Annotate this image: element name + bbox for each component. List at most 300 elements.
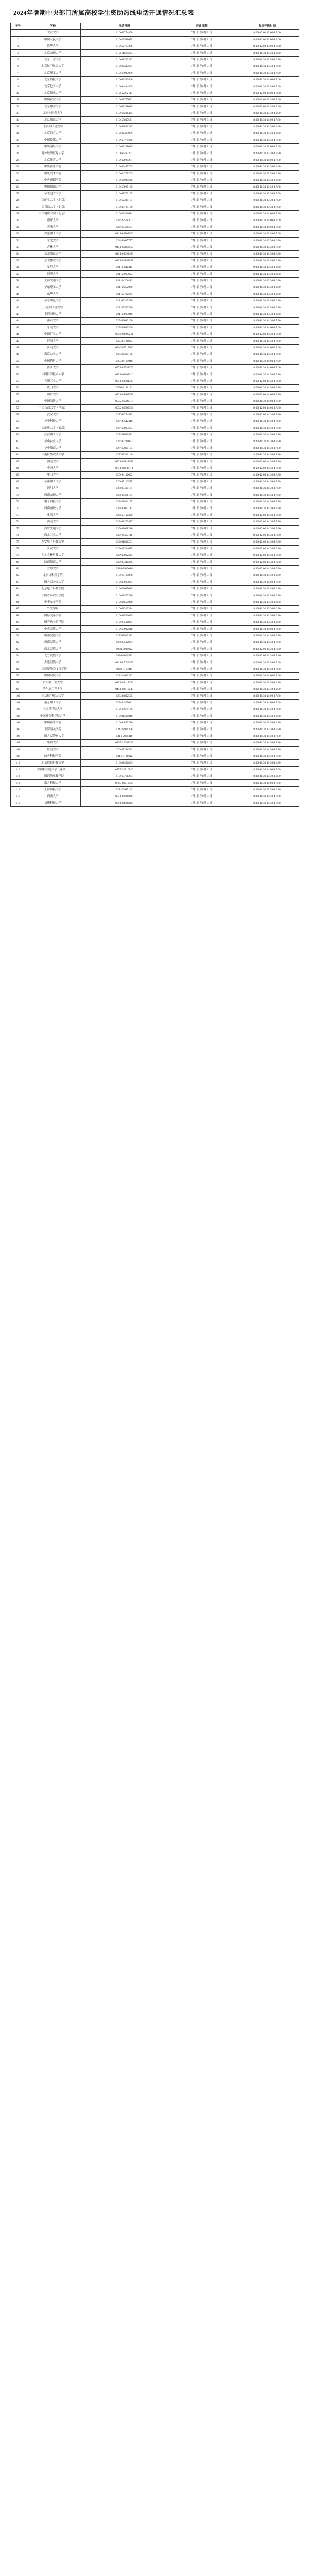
cell-school: 中央戏剧学院 bbox=[25, 177, 81, 184]
cell-date: 7月1日至8月31日 bbox=[168, 599, 235, 606]
cell-date: 7月1日至8月31日 bbox=[168, 780, 235, 787]
cell-no: 81 bbox=[11, 566, 25, 572]
table-body bbox=[11, 30, 299, 807]
cell-phone: 020-85220211 bbox=[81, 747, 168, 753]
cell-time: 8:30-11:30 14:30-17:30 bbox=[235, 418, 299, 425]
table-row bbox=[11, 659, 299, 666]
table-row bbox=[11, 124, 299, 130]
cell-date: 7月1日至8月31日 bbox=[168, 526, 235, 532]
cell-school: 中国地质大学（北京） bbox=[25, 211, 81, 217]
cell-school: 北京语言大学 bbox=[25, 130, 81, 137]
table-row bbox=[11, 371, 299, 378]
table-row bbox=[11, 83, 299, 90]
cell-no: 39 bbox=[11, 284, 25, 291]
cell-date: 7月1日至8月31日 bbox=[168, 465, 235, 472]
cell-school: 中国政法大学 bbox=[25, 184, 81, 191]
cell-phone: 0731-88822365 bbox=[81, 459, 168, 465]
cell-date: 7月1日至8月31日 bbox=[168, 787, 235, 793]
cell-phone: 010-68932618 bbox=[81, 626, 168, 633]
table-row bbox=[11, 150, 299, 157]
cell-school: 长安大学 bbox=[25, 546, 81, 552]
cell-phone: 0316-2068310 bbox=[81, 733, 168, 740]
cell-time: 8:30-11:30 13:30-16:30 bbox=[235, 686, 299, 693]
cell-no: 100 bbox=[11, 693, 25, 700]
cell-date: 7月1日至8月31日 bbox=[168, 700, 235, 706]
cell-date: 7月1日至8月31日 bbox=[168, 666, 235, 673]
cell-date: 7月1日至8月31日 bbox=[168, 459, 235, 465]
cell-time: 8:30-11:30 13:30-16:30 bbox=[235, 592, 299, 599]
cell-phone: 0951-2066512 bbox=[81, 653, 168, 659]
cell-time: 8:30-11:30 14:30-17:30 bbox=[235, 733, 299, 740]
cell-phone: 025-84395106 bbox=[81, 351, 168, 358]
cell-phone: 010-62511075 bbox=[81, 37, 168, 43]
cell-time: 8:30-11:30 13:30-16:30 bbox=[235, 680, 299, 686]
cell-phone: 010-83903064 bbox=[81, 579, 168, 586]
cell-date: 7月1日至8月31日 bbox=[168, 284, 235, 291]
cell-school: 北京体育大学 bbox=[25, 157, 81, 164]
cell-school: 中国药科大学 bbox=[25, 358, 81, 365]
cell-no: 73 bbox=[11, 512, 25, 519]
cell-no: 20 bbox=[11, 157, 25, 164]
cell-time: 8:30-11:30 14:30-17:30 bbox=[235, 747, 299, 753]
cell-school: 浙江大学 bbox=[25, 365, 81, 371]
cell-school: 中国劳动关系学院 bbox=[25, 619, 81, 626]
cell-time: 8:30-11:30 14:00-17:00 bbox=[235, 325, 299, 331]
cell-no: 97 bbox=[11, 673, 25, 680]
cell-school: 北京林业大学 bbox=[25, 104, 81, 110]
cell-phone: 010-89733160 bbox=[81, 204, 168, 211]
cell-no: 102 bbox=[11, 706, 25, 713]
cell-no: 91 bbox=[11, 633, 25, 639]
cell-no: 34 bbox=[11, 251, 25, 258]
cell-school: 东北师范大学 bbox=[25, 251, 81, 258]
cell-phone: 010-64771209 bbox=[81, 171, 168, 177]
table-row bbox=[11, 104, 299, 110]
cell-time: 8:30-11:30 13:30-16:30 bbox=[235, 291, 299, 298]
cell-no: 98 bbox=[11, 680, 25, 686]
cell-phone: 028-85522075 bbox=[81, 639, 168, 646]
cell-school: 中国人民大学 bbox=[25, 37, 81, 43]
cell-school: 东南大学 bbox=[25, 325, 81, 331]
table-row bbox=[11, 626, 299, 633]
cell-phone: 027-87651882 bbox=[81, 432, 168, 438]
cell-date: 7月1日至8月31日 bbox=[168, 251, 235, 258]
cell-school: 西北农林科技大学 bbox=[25, 552, 81, 559]
table-row bbox=[11, 706, 299, 713]
table-row bbox=[11, 559, 299, 566]
cell-no: 75 bbox=[11, 526, 25, 532]
cell-time: 8:30-11:30 14:00-17:00 bbox=[235, 77, 299, 83]
cell-no: 80 bbox=[11, 559, 25, 566]
cell-time: 9:00-11:30 13:30-16:30 bbox=[235, 264, 299, 271]
cell-date: 7月1日至8月31日 bbox=[168, 97, 235, 104]
cell-time: 8:00-12:00 14:00-17:00 bbox=[235, 90, 299, 97]
cell-time: 8:30-11:30 14:00-17:00 bbox=[235, 780, 299, 787]
cell-phone: 0931-8912016 bbox=[81, 566, 168, 572]
cell-date: 7月1日至8月31日 bbox=[168, 291, 235, 298]
cell-no: 4 bbox=[11, 50, 25, 57]
cell-date: 7月1日至8月31日 bbox=[168, 43, 235, 50]
cell-no: 111 bbox=[11, 767, 25, 773]
cell-time: 8:00-11:30 14:00-17:00 bbox=[235, 157, 299, 164]
cell-no: 103 bbox=[11, 713, 25, 720]
cell-date: 7月1日至8月31日 bbox=[168, 130, 235, 137]
cell-date: 7月1日至8月31日 bbox=[168, 311, 235, 318]
cell-time: 8:30-11:30 13:30-16:30 bbox=[235, 298, 299, 304]
cell-date: 7月1日至8月31日 bbox=[168, 171, 235, 177]
cell-time: 8:30-11:30 13:30-16:30 bbox=[235, 599, 299, 606]
cell-school: 上海外国语大学 bbox=[25, 304, 81, 311]
cell-school: 南京大学 bbox=[25, 318, 81, 325]
cell-time: 8:30-11:30 14:30-17:30 bbox=[235, 639, 299, 646]
table-row bbox=[11, 733, 299, 740]
header-time: 每天开通时间 bbox=[235, 23, 299, 30]
cell-school: 中央民族大学 bbox=[25, 626, 81, 633]
cell-time: 8:30-11:30 13:30-16:30 bbox=[235, 572, 299, 579]
cell-date: 7月1日至8月31日 bbox=[168, 331, 235, 338]
table-row bbox=[11, 378, 299, 385]
table-row bbox=[11, 532, 299, 539]
table-row bbox=[11, 298, 299, 304]
table-row bbox=[11, 304, 299, 311]
cell-date: 7月1日至8月31日 bbox=[168, 438, 235, 445]
cell-school: 北京化工大学 bbox=[25, 83, 81, 90]
cell-date: 7月1日至8月31日 bbox=[168, 358, 235, 365]
cell-phone: 0532-86983366 bbox=[81, 405, 168, 412]
cell-school: 北方民族大学 bbox=[25, 653, 81, 659]
cell-no: 41 bbox=[11, 298, 25, 304]
cell-school: 西安电子科技大学 bbox=[25, 539, 81, 546]
cell-school: 中国科学技术大学 bbox=[25, 371, 81, 378]
cell-phone: 010-62754400 bbox=[81, 30, 168, 37]
cell-school: 西南民族大学 bbox=[25, 639, 81, 646]
cell-date: 7月1日至8月31日 bbox=[168, 512, 235, 519]
cell-no: 87 bbox=[11, 606, 25, 613]
cell-school: 湖南大学 bbox=[25, 459, 81, 465]
cell-school: 大连民族大学 bbox=[25, 659, 81, 666]
cell-time: 8:30-12:00 13:30-17:00 bbox=[235, 97, 299, 104]
cell-date: 7月1日至8月31日 bbox=[168, 492, 235, 499]
cell-no: 116 bbox=[11, 800, 25, 807]
cell-time: 8:00-12:00 14:30-17:30 bbox=[235, 552, 299, 559]
cell-phone: 022-23508302 bbox=[81, 217, 168, 224]
cell-phone: 022-24092222 bbox=[81, 673, 168, 680]
table-row bbox=[11, 592, 299, 599]
cell-date: 7月1日至8月31日 bbox=[168, 633, 235, 639]
table-row bbox=[11, 365, 299, 371]
cell-time: 8:00-12:00 14:00-17:30 bbox=[235, 405, 299, 412]
cell-time: 8:30-11:30 13:30-16:30 bbox=[235, 619, 299, 626]
cell-phone: 0411-87656155 bbox=[81, 659, 168, 666]
cell-phone: 029-88493116 bbox=[81, 532, 168, 539]
cell-phone: 0592-2186171 bbox=[81, 385, 168, 392]
cell-phone: 028-61831187 bbox=[81, 499, 168, 505]
table-row bbox=[11, 492, 299, 499]
cell-time: 8:30-12:00 14:30-17:30 bbox=[235, 566, 299, 572]
cell-no: 22 bbox=[11, 171, 25, 177]
cell-date: 7月1日至8月31日 bbox=[168, 150, 235, 157]
cell-date: 7月1日至8月31日 bbox=[168, 392, 235, 398]
cell-phone: 0451-82519147 bbox=[81, 686, 168, 693]
cell-no: 115 bbox=[11, 793, 25, 800]
cell-school: 中南财经政法大学 bbox=[25, 452, 81, 459]
cell-time: 8:30-11:30 14:30-17:30 bbox=[235, 432, 299, 438]
table-row bbox=[11, 392, 299, 398]
cell-time: 8:00-11:30 13:30-17:00 bbox=[235, 197, 299, 204]
cell-time: 8:30-11:30 14:00-17:00 bbox=[235, 358, 299, 365]
cell-no: 63 bbox=[11, 445, 25, 452]
table-row bbox=[11, 780, 299, 787]
cell-no: 51 bbox=[11, 365, 25, 371]
table-row bbox=[11, 37, 299, 43]
cell-no: 38 bbox=[11, 278, 25, 284]
cell-date: 7月1日至8月31日 bbox=[168, 753, 235, 760]
cell-date: 7月1日至8月31日 bbox=[168, 579, 235, 586]
cell-school: 中国传媒大学 bbox=[25, 137, 81, 144]
cell-phone: 010-62288039 bbox=[81, 144, 168, 150]
cell-time: 8:30-11:30 14:30-17:00 bbox=[235, 338, 299, 345]
cell-no: 89 bbox=[11, 619, 25, 626]
cell-phone: 023-65102320 bbox=[81, 512, 168, 519]
cell-phone: 010-82317621 bbox=[81, 63, 168, 70]
cell-date: 7月1日至8月31日 bbox=[168, 418, 235, 425]
cell-school: 上海财经大学 bbox=[25, 311, 81, 318]
table-row bbox=[11, 418, 299, 425]
cell-time: 8:30-11:30 13:30-16:30 bbox=[235, 50, 299, 57]
cell-school: 华中农业大学 bbox=[25, 438, 81, 445]
cell-no: 18 bbox=[11, 144, 25, 150]
table-row bbox=[11, 693, 299, 700]
table-row bbox=[11, 432, 299, 438]
cell-phone: 020-84112662 bbox=[81, 472, 168, 479]
cell-time: 8:30-11:30 13:30-17:00 bbox=[235, 63, 299, 70]
cell-no: 110 bbox=[11, 760, 25, 767]
cell-date: 7月1日至8月31日 bbox=[168, 639, 235, 646]
cell-phone: 025-83786023 bbox=[81, 338, 168, 345]
cell-school: 中国海洋大学 bbox=[25, 398, 81, 405]
cell-date: 7月1日至8月31日 bbox=[168, 485, 235, 492]
cell-date: 7月1日至8月31日 bbox=[168, 217, 235, 224]
cell-time: 8:30-12:00 14:30-17:30 bbox=[235, 472, 299, 479]
cell-date: 7月1日至8月31日 bbox=[168, 378, 235, 385]
cell-school: 西北工业大学 bbox=[25, 532, 81, 539]
cell-school: 南方科技大学 bbox=[25, 780, 81, 787]
table-row bbox=[11, 157, 299, 164]
table-row bbox=[11, 425, 299, 432]
cell-time: 8:00-11:30 13:30-17:00 bbox=[235, 231, 299, 238]
cell-phone: 029-81891201 bbox=[81, 539, 168, 546]
cell-time: 8:30-11:30 14:30-17:30 bbox=[235, 485, 299, 492]
cell-time: 8:30-11:30 14:00-17:00 bbox=[235, 117, 299, 124]
table-row bbox=[11, 50, 299, 57]
cell-date: 7月1日至8月31日 bbox=[168, 224, 235, 231]
cell-phone: 029-85310226 bbox=[81, 559, 168, 566]
cell-no: 82 bbox=[11, 572, 25, 579]
cell-phone: 028-87092112 bbox=[81, 505, 168, 512]
cell-no: 83 bbox=[11, 579, 25, 586]
cell-time: 8:30-11:30 14:00-17:00 bbox=[235, 767, 299, 773]
table-row bbox=[11, 653, 299, 659]
cell-date: 7月1日至8月31日 bbox=[168, 659, 235, 666]
table-row bbox=[11, 666, 299, 673]
cell-time: 8:30-11:30 13:30-16:30 bbox=[235, 171, 299, 177]
cell-time: 8:00-12:00 14:30-17:30 bbox=[235, 526, 299, 532]
cell-date: 7月1日至8月31日 bbox=[168, 271, 235, 278]
cell-phone: 025-89683190 bbox=[81, 318, 168, 325]
table-row bbox=[11, 130, 299, 137]
cell-no: 15 bbox=[11, 124, 25, 130]
table-row bbox=[11, 767, 299, 773]
cell-phone: 0510-85913566 bbox=[81, 345, 168, 351]
cell-date: 7月1日至8月31日 bbox=[168, 144, 235, 150]
cell-no: 99 bbox=[11, 686, 25, 693]
table-row bbox=[11, 184, 299, 191]
cell-school: 中国石油大学（华东） bbox=[25, 405, 81, 412]
header-school: 学校 bbox=[25, 23, 81, 30]
cell-no: 84 bbox=[11, 586, 25, 592]
cell-time: 8:30-11:30 14:30-17:30 bbox=[235, 666, 299, 673]
table-row bbox=[11, 70, 299, 77]
cell-no: 74 bbox=[11, 519, 25, 526]
cell-phone: 0571-87951379 bbox=[81, 365, 168, 371]
cell-phone: 010-62861035 bbox=[81, 613, 168, 619]
table-row bbox=[11, 579, 299, 586]
cell-school: 中南大学 bbox=[25, 465, 81, 472]
cell-phone: 0451-82191587 bbox=[81, 258, 168, 264]
cell-time: 8:00-11:30 14:30-17:30 bbox=[235, 371, 299, 378]
cell-date: 7月1日至8月31日 bbox=[168, 479, 235, 485]
table-row bbox=[11, 713, 299, 720]
cell-date: 7月1日至8月31日 bbox=[168, 57, 235, 63]
cell-school: 重庆大学 bbox=[25, 512, 81, 519]
cell-time: 8:00-12:00 14:30-17:30 bbox=[235, 532, 299, 539]
cell-date: 7月1日至8月31日 bbox=[168, 304, 235, 311]
table-row bbox=[11, 144, 299, 150]
cell-school: 中央音乐学院 bbox=[25, 164, 81, 171]
cell-school: 中南民族大学 bbox=[25, 633, 81, 639]
cell-time: 8:00-12:00 13:00-17:00 bbox=[235, 30, 299, 37]
cell-phone: 021-20685122 bbox=[81, 787, 168, 793]
cell-no: 104 bbox=[11, 720, 25, 726]
cell-no: 72 bbox=[11, 505, 25, 512]
table-row bbox=[11, 43, 299, 50]
cell-school: 华中师范大学 bbox=[25, 445, 81, 452]
cell-school: 北京电子科技学院 bbox=[25, 586, 81, 592]
cell-date: 7月1日至8月31日 bbox=[168, 733, 235, 740]
cell-time: 8:00-11:30 13:30-17:00 bbox=[235, 244, 299, 251]
cell-school: 哈尔滨工业大学 bbox=[25, 680, 81, 686]
table-row bbox=[11, 753, 299, 760]
table-row bbox=[11, 639, 299, 646]
table-row bbox=[11, 613, 299, 619]
cell-school: 北京师范大学 bbox=[25, 117, 81, 124]
cell-phone: 024-83687777 bbox=[81, 238, 168, 244]
table-row bbox=[11, 217, 299, 224]
cell-school: 复旦大学 bbox=[25, 264, 81, 271]
cell-school: 国际关系学院 bbox=[25, 613, 81, 619]
cell-school: 暨南大学 bbox=[25, 747, 81, 753]
cell-time: 8:00-12:00 14:30-17:30 bbox=[235, 539, 299, 546]
cell-no: 13 bbox=[11, 110, 25, 117]
cell-school: 武汉理工大学 bbox=[25, 432, 81, 438]
cell-no: 55 bbox=[11, 392, 25, 398]
cell-school: 北京外国语大学 bbox=[25, 124, 81, 130]
table-row bbox=[11, 63, 299, 70]
cell-date: 7月1日至8月31日 bbox=[168, 371, 235, 378]
cell-no: 69 bbox=[11, 485, 25, 492]
cell-phone: 028-85405161 bbox=[81, 485, 168, 492]
cell-phone: 010-51684263 bbox=[81, 50, 168, 57]
table-row bbox=[11, 793, 299, 800]
cell-phone: 0838-5183011 bbox=[81, 666, 168, 673]
cell-date: 7月1日至8月31日 bbox=[168, 398, 235, 405]
cell-time: 8:00-11:30 13:30-17:00 bbox=[235, 70, 299, 77]
cell-school: 武汉大学 bbox=[25, 412, 81, 418]
cell-phone: 021-35372390 bbox=[81, 304, 168, 311]
cell-no: 23 bbox=[11, 177, 25, 184]
table-row bbox=[11, 646, 299, 653]
cell-school: 山东大学 bbox=[25, 392, 81, 398]
cell-time: 8:30-11:30 13:30-16:30 bbox=[235, 57, 299, 63]
cell-date: 7月1日至8月31日 bbox=[168, 238, 235, 244]
table-row bbox=[11, 726, 299, 733]
cell-date: 7月1日至8月31日 bbox=[168, 90, 235, 97]
cell-date: 7月1日至8月31日 bbox=[168, 606, 235, 613]
cell-phone: 010-62333866 bbox=[81, 77, 168, 83]
cell-school: 中国农业大学 bbox=[25, 97, 81, 104]
cell-phone: 020-87110575 bbox=[81, 479, 168, 485]
table-row bbox=[11, 526, 299, 532]
cell-time: 8:00-12:00 14:30-17:30 bbox=[235, 378, 299, 385]
cell-date: 7月1日至8月31日 bbox=[168, 117, 235, 124]
hotline-table bbox=[10, 23, 299, 807]
cell-time: 8:30-11:30 14:00-17:00 bbox=[235, 700, 299, 706]
cell-date: 7月1日至8月31日 bbox=[168, 345, 235, 351]
cell-date: 7月1日至8月31日 bbox=[168, 137, 235, 144]
cell-time: 8:30-11:30 14:00-17:00 bbox=[235, 579, 299, 586]
cell-date: 7月1日至8月31日 bbox=[168, 184, 235, 191]
cell-no: 42 bbox=[11, 304, 25, 311]
cell-school: 东北林业大学 bbox=[25, 258, 81, 264]
cell-date: 7月1日至8月31日 bbox=[168, 686, 235, 693]
table-row bbox=[11, 57, 299, 63]
table-row bbox=[11, 238, 299, 244]
cell-school: 南京理工大学 bbox=[25, 700, 81, 706]
cell-school: 华东理工大学 bbox=[25, 284, 81, 291]
cell-date: 7月1日至8月31日 bbox=[168, 572, 235, 579]
cell-no: 33 bbox=[11, 244, 25, 251]
cell-no: 29 bbox=[11, 217, 25, 224]
cell-date: 7月1日至8月31日 bbox=[168, 673, 235, 680]
cell-no: 27 bbox=[11, 204, 25, 211]
table-row bbox=[11, 465, 299, 472]
cell-school: 大连理工大学 bbox=[25, 231, 81, 238]
cell-school: 天津大学 bbox=[25, 224, 81, 231]
cell-date: 7月1日至8月31日 bbox=[168, 432, 235, 438]
table-row bbox=[11, 338, 299, 345]
cell-school: 北京工业大学 bbox=[25, 57, 81, 63]
cell-date: 7月1日至8月31日 bbox=[168, 197, 235, 204]
cell-no: 61 bbox=[11, 432, 25, 438]
cell-no: 54 bbox=[11, 385, 25, 392]
cell-time: 8:30-11:30 14:30-17:30 bbox=[235, 445, 299, 452]
cell-phone: 010-66425765 bbox=[81, 164, 168, 171]
cell-no: 26 bbox=[11, 197, 25, 204]
cell-no: 8 bbox=[11, 77, 25, 83]
cell-no: 19 bbox=[11, 150, 25, 157]
table-row bbox=[11, 505, 299, 512]
cell-phone: 029-82668210 bbox=[81, 526, 168, 532]
